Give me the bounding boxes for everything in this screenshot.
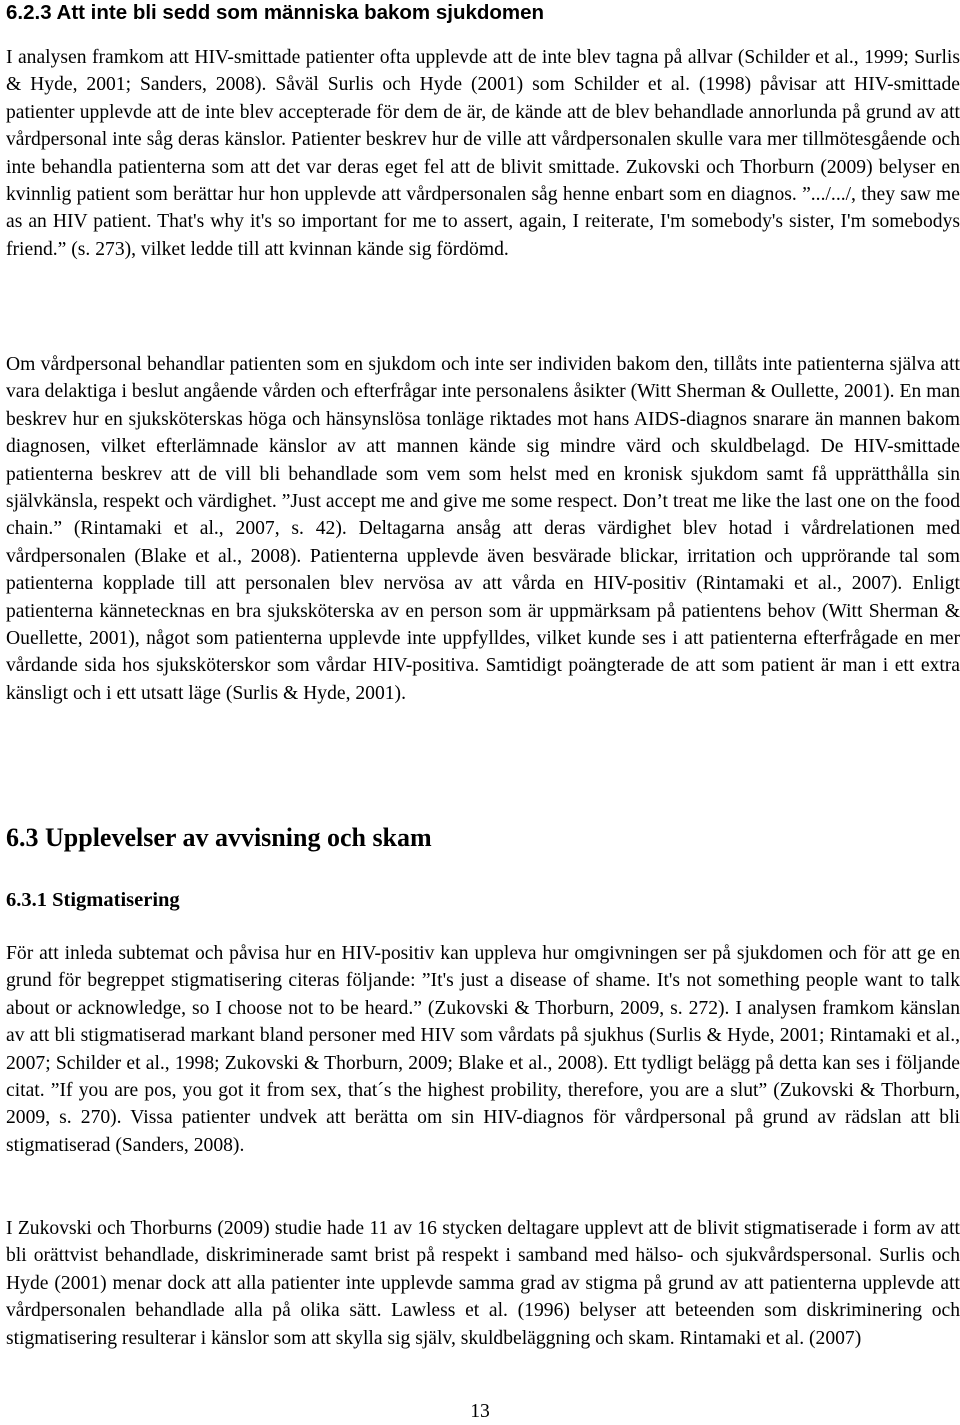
section-heading-623: 6.2.3 Att inte bli sedd som människa bakom sjukdomen <box>6 1 545 24</box>
page-number: 13 <box>470 1401 490 1422</box>
paragraph-1: I analysen framkom att HIV-smittade patienter ofta upplevde att de inte blev tagna på allvar (Schilder et al., 1999; Surlis & Hyde, 2001; Sanders, 2008). Såväl Surlis och Hyde (2001) som Schilder et al. (1998) påvisar att HIV-smittade patienter upplevde att de inte blev accepterade för dem de är, de kände att de blev behandlade annorlunda på grund av att vårdpersonal inte såg deras känslor. Patienter beskrev hur de ville att vårdpersonalen skulle vara mer tillmötesgående och inte behandla patienterna som att det var deras eget fel att de blivit smittade. Zukovski och Thorburn (2009) belyser en kvinnlig patient som berättar hur hon upplevde att vårdpersonalen såg henne enbart som en diagnos. ”.../.../, they saw me as an HIV patient. That's why it's so important for me to assert, again, I reiterate, I'm somebody's sister, I'm somebodys friend.” (s. 273), vilket ledde till att kvinnan kände sig fördömd. <box>6 47 960 260</box>
paragraph-3: För att inleda subtemat och påvisa hur en HIV-positiv kan uppleva hur omgivningen ser på sjukdomen och för att ge en grund för begreppet stigmatisering citeras följande: ”It's just a disease of shame. It's not something people want to talk about or acknowledge, so I choose not to be heard.” (Zukovski & Thorburn, 2009, s. 272). I analysen framkom känslan av att bli stigmatiserad markant bland personer med HIV som vårdats på sjukhus (Surlis & Hyde, 2001; Rintamaki et al., 2007; Schilder et al., 1998; Zukovski & Thorburn, 2009; Blake et al., 2008). Ett tydligt belägg på detta kan ses i följande citat. ”If you are pos, you got it from sex, that´s the highest probility, therefore, you are a slut” (Zukovski & Thorburn, 2009, s. 270). Vissa patienter undvek att berätta om sin HIV-diagnos för vårdpersonal på grund av rädslan att bli stigmatiserad (Sanders, 2008). <box>6 943 960 1156</box>
section-heading-63: 6.3 Upplevelser av avvisning och skam <box>6 823 432 852</box>
paragraph-2: Om vårdpersonal behandlar patienten som en sjukdom och inte ser individen bakom den, tillåts inte patienterna själva att vara delaktiga i beslut angående vården och efterfrågar inte personalens åsikter (Witt Sherman & Oullette, 2001). En man beskrev hur en sjuksköterskas höga och hänsynslösa tonläge riktades mot hans AIDS-diagnos snarare än mannen bakom diagnosen, vilket efterlämnade känslor av att mannen kände sig mindre värd och skuldbelagd. De HIV-smittade patienterna beskrev att de vill bli behandlade som vem som helst med en kronisk sjukdom samt få upprätthålla sin självkänsla, respekt och värdighet. ”Just accept me and give me some respect. Don’t treat me like the last one on the food chain.” (Rintamaki et al., 2007, s. 42). Deltagarna ansåg att deras värdighet blev hotad i vårdrelationen med vårdpersonalen (Blake et al., 2008). Patienterna upplevde även besvärade blickar, irritation och upprörande tal som patienterna kopplade till att personalen blev nervösa av att vårda en HIV-positiv (Rintamaki et al., 2007). Enligt patienterna kännetecknas en bra sjuksköterska av en person som är uppmärksam på patientens behov (Witt Sherman & Ouellette, 2001), något som patienterna upplevde inte uppfylldes, vilket kunde ses i att patienterna efterfrågade en mer vårdande sida hos sjuksköterskor som vårdar HIV-positiva. Samtidigt poängterade de att som patient är man i ett extra känsligt och i ett utsatt läge (Surlis & Hyde, 2001). <box>6 354 960 704</box>
paragraph-4: I Zukovski och Thorburns (2009) studie hade 11 av 16 stycken deltagare upplevt att de blivit stigmatiserade i form av att bli orättvist behandlade, diskriminerade samt brist på respekt i samband med hälso- och sjukvårdspersonal. Surlis och Hyde (2001) menar dock att alla patienter inte upplevde samma grad av stigma på grund av att patienterna upplevde att vårdpersonalen behandlade alla på olika sätt. Lawless et al. (1996) belyser att beteenden som diskriminering och stigmatisering resulterar i känslor som att skylla sig själv, skuldbeläggning och skam. Rintamaki et al. (2007) <box>6 1218 960 1349</box>
section-heading-631: 6.3.1 Stigmatisering <box>6 889 180 911</box>
